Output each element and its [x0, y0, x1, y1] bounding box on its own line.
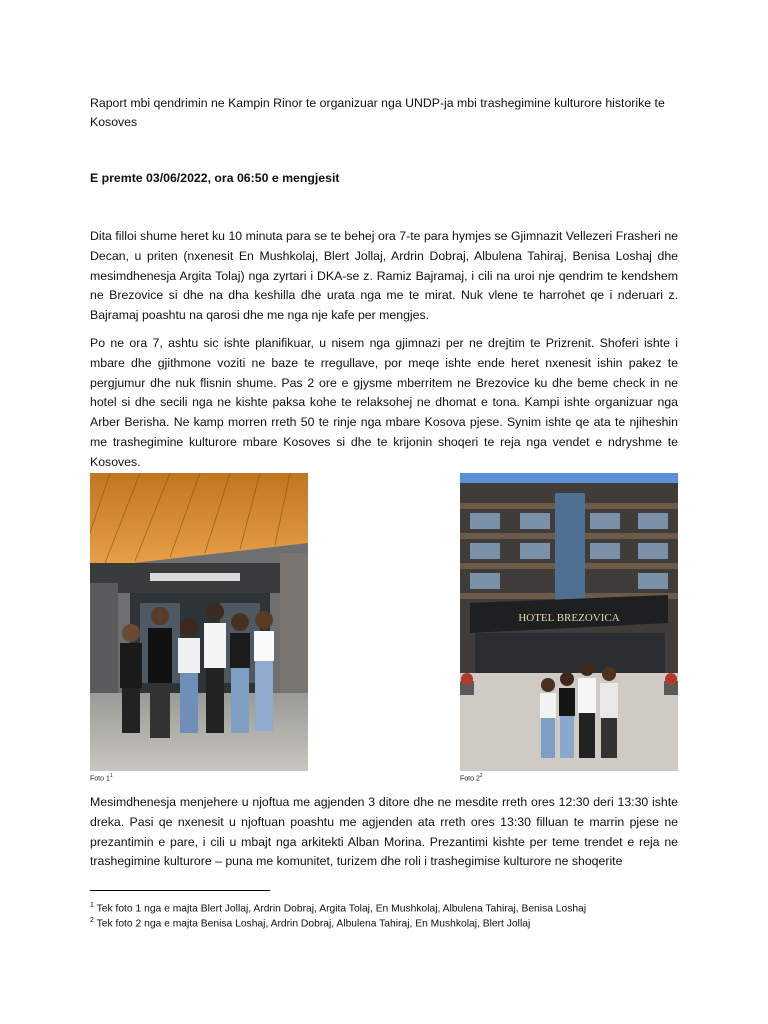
footnote-2: $^2$ Tek foto 2 nga e majta Benisa Loshaj, Ardrin Dobraj, Albulena Tahiraj, En Mushkolaj, Blert Jollaj	[90, 917, 531, 930]
footnote-separator	[90, 890, 270, 891]
photo-1-caption: Foto $1^1$	[90, 773, 113, 783]
photo-2-hotel-brezovica	[460, 473, 678, 771]
photo-2-caption: Foto $2^2$	[460, 773, 483, 783]
hotel-sign-text: HOTEL BREZOVICA	[518, 612, 620, 624]
photo-1-group-entrance	[90, 473, 308, 771]
paragraph-3: Mesimdhenesja menjehere u njoftua me agjenden 3 ditore dhe ne mesdite rreth ores 12:30 deri 13:30 ishte dreka. Pasi qe nxenesit u njoftuan poashtu me agjenden ata rreth ores 13:30 filluan te marrin pjese ne prezantimin e pare, i cili u mbajt nga arkitekti Alban Morina. Prezantimi kishte per teme trendet e reja ne trashegimine kulturore – puna me komunitet, turizem dhe roli i trashegimise kulturore ne shoqerite	[90, 795, 678, 869]
footnote-1: $^1$ Tek foto 1 nga e majta Blert Jollaj, Ardrin Dobraj, Argita Tolaj, En Mushkolaj, Albulena Tahiraj, Benisa Loshaj	[90, 902, 587, 915]
paragraph-2: Po ne ora 7, ashtu sic ishte planifikuar, u nisem nga gjimnazi per ne drejtim te Prizrenit. Shoferi ishte i mbare dhe gjithmone voziti ne baze te rregullave, por meqe ishte ende heret nxenesit ishin pakez te pergjumur dhe nuk flisnin shume. Pas 2 ore e gjysme mberritem ne Brezovice ku dhe beme check in ne hotel si dhe secili nga ne kishte paksa kohe te relaksohej ne dhomat e tona. Kampi ishte organizuar nga Arber Berisha. Ne kamp morren rreth 50 te rinje nga mbare Kosova pjese. Synim ishte qe ata te njiheshin me trashegimine kulturore mbare Kosoves si dhe te krijonin shoqeri te reja nga vendet e ndryshme te Kosoves.	[90, 336, 678, 469]
dateline: E premte 03/06/2022, ora 06:50 e mengjesit	[90, 171, 340, 185]
paragraph-1: Dita filloi shume heret ku 10 minuta para se te behej ora 7-te para hymjes se Gjimnazit Vellezeri Frasheri ne Decan, u priten (nxenesit En Mushkolaj, Blert Jollaj, Ardrin Dobraj, Albulena Tahiraj, Benisa Loshaj dhe mesimdhenesja Argita Tolaj) nga zyrtari i DKA-se z. Ramiz Bajramaj, i cili na uroi nje qendrim te kendshem ne Brezovice si dhe na dha keshilla dhe urata nga me te mirat. Nuk vlene te harrohet qe i nderuari z. Bajramaj poashtu na qarosi dhe me nga nje kafe per mengjes.	[90, 229, 678, 323]
report-title: Raport mbi qendrimin ne Kampin Rinor te organizuar nga UNDP-ja mbi trashegimine kulturore historike te Kosoves	[90, 96, 665, 129]
